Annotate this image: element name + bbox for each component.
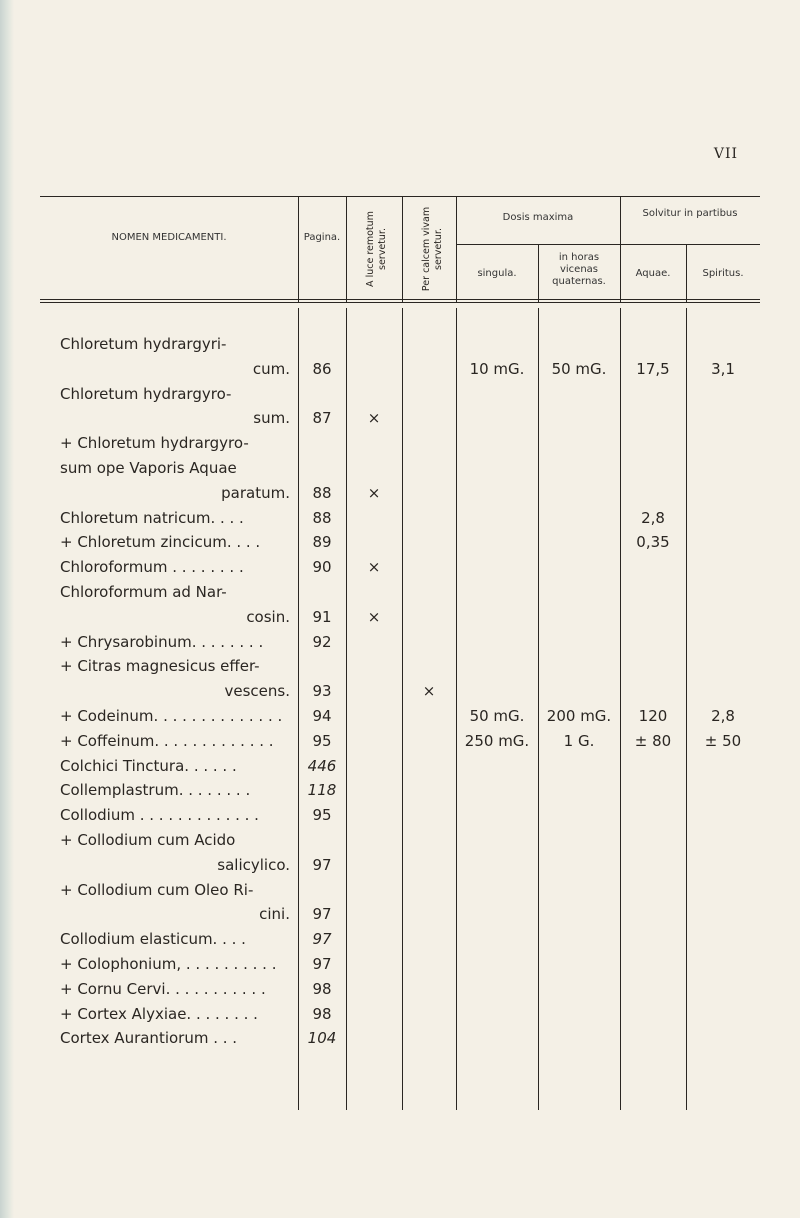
pagina-cell: 104: [307, 1029, 337, 1048]
aquae-cell: ± 80: [634, 731, 672, 750]
header-spiritus: Spiritus.: [702, 268, 744, 279]
pagina-cell: 95: [312, 731, 332, 750]
medicament-name: + Collodium cum Oleo Ri-: [60, 880, 254, 899]
medicament-name: + Coffeinum. . . . . . . . . . . . .: [60, 731, 274, 750]
luce-cell: ×: [367, 409, 381, 428]
header-aquae: Aquae.: [635, 268, 671, 279]
header-nomen: NOMEN MEDICAMENTI.: [111, 232, 227, 243]
medicament-name: + Chrysarobinum. . . . . . . .: [60, 632, 264, 651]
medicament-name: Collodium elasticum. . . .: [60, 930, 246, 949]
pagina-cell: 90: [312, 558, 332, 577]
pagina-cell: 97: [312, 905, 332, 924]
header-bottom-rule-2: [40, 302, 760, 303]
medicament-name: + Colophonium, . . . . . . . . . .: [60, 955, 277, 973]
col-line: [298, 196, 299, 302]
singula-cell: 50 mG.: [469, 707, 525, 725]
pagina-cell: 88: [312, 508, 332, 527]
spiritus-cell: 2,8: [711, 707, 735, 725]
medicament-name: + Collodium cum Acido: [60, 831, 236, 849]
medicament-name-cont: paratum.: [221, 483, 290, 502]
luce-cell: ×: [367, 558, 381, 577]
dosis-sub-rule: [456, 244, 760, 245]
medicament-name-cont: sum ope Vaporis Aquae: [60, 459, 237, 477]
page-number: VII: [713, 146, 738, 162]
medicament-name: Collemplastrum. . . . . . . .: [60, 781, 251, 800]
header-pagina: Pagina.: [303, 232, 341, 243]
horas-cell: 50 mG.: [551, 359, 607, 378]
header-solvitur: Solvitur in partibus: [642, 208, 738, 219]
medicament-name: + Codeinum. . . . . . . . . . . . . .: [60, 707, 283, 725]
top-rule: [40, 196, 760, 197]
medicament-name-cont: salicylico.: [217, 855, 290, 874]
medicament-name-cont: cum.: [252, 359, 290, 378]
col-line: [402, 196, 403, 302]
header-per-calcem: Per calcem vivam servetur.: [421, 206, 444, 292]
pagina-cell: 95: [312, 806, 332, 825]
col-line: [402, 308, 403, 1110]
medicament-name: Chloretum hydrargyri-: [60, 335, 227, 353]
pagina-cell: 118: [307, 781, 337, 800]
singula-cell: 250 mG.: [464, 731, 530, 750]
medicament-name-cont: cosin.: [246, 607, 290, 626]
header-bottom-rule: [40, 299, 760, 300]
medicament-name: Colchici Tinctura. . . . . .: [60, 756, 237, 775]
aquae-cell: 120: [638, 707, 668, 725]
page-edge: [0, 0, 14, 1218]
luce-cell: ×: [367, 483, 381, 502]
medicament-name-cont: sum.: [253, 409, 290, 428]
pagina-cell: 91: [312, 607, 332, 626]
spiritus-cell: 3,1: [711, 359, 735, 378]
medicament-name: + Chloretum zincicum. . . .: [60, 533, 261, 552]
medicament-name: + Chloretum hydrargyro-: [60, 434, 249, 453]
header-a-luce: A luce remotum servetur.: [365, 211, 388, 287]
medicament-name-cont: cini.: [259, 905, 290, 924]
singula-cell: 10 mG.: [469, 359, 525, 378]
col-line: [620, 196, 621, 302]
calcem-cell: ×: [422, 682, 436, 701]
medicament-name: + Citras magnesicus effer-: [60, 657, 260, 676]
aquae-cell: 2,8: [641, 508, 665, 527]
pagina-cell: 446: [307, 756, 337, 775]
medicament-name: Collodium . . . . . . . . . . . . .: [60, 806, 259, 825]
col-line: [538, 244, 539, 302]
aquae-cell: 0,35: [636, 533, 670, 552]
pagina-cell: 92: [312, 632, 332, 651]
pagina-cell: 87: [312, 409, 332, 428]
horas-cell: 1 G.: [563, 731, 595, 750]
medicament-name: Chloroformum . . . . . . . .: [60, 558, 244, 577]
col-line: [346, 196, 347, 302]
medicament-name: + Cornu Cervi. . . . . . . . . . .: [60, 979, 266, 998]
pagina-cell: 97: [312, 930, 332, 949]
pagina-cell: 88: [312, 483, 332, 502]
pagina-cell: 94: [312, 707, 332, 725]
pagina-cell: 97: [312, 955, 332, 973]
spiritus-cell: ± 50: [704, 731, 742, 750]
aquae-cell: 17,5: [636, 359, 670, 378]
medicament-name: Chloroformum ad Nar-: [60, 583, 227, 601]
pagina-cell: 93: [312, 682, 332, 701]
pagina-cell: 97: [312, 855, 332, 874]
medicament-name-cont: vescens.: [224, 682, 290, 701]
pagina-cell: 89: [312, 533, 332, 552]
horas-cell: 200 mG.: [546, 707, 612, 725]
medicament-name: Cortex Aurantiorum . . .: [60, 1029, 238, 1048]
medicament-name: Chloretum hydrargyro-: [60, 384, 232, 403]
header-dosis-maxima: Dosis maxima: [502, 212, 574, 223]
header-in-horas: in horas vicenas quaternas.: [552, 252, 606, 287]
luce-cell: ×: [367, 607, 381, 626]
pagina-cell: 98: [312, 1004, 332, 1023]
medicament-name: Chloretum natricum. . . .: [60, 508, 244, 527]
header-singula: singula.: [477, 268, 517, 279]
pagina-cell: 98: [312, 979, 332, 998]
pagina-cell: 86: [312, 359, 332, 378]
medicament-name: + Cortex Alyxiae. . . . . . . .: [60, 1004, 258, 1023]
